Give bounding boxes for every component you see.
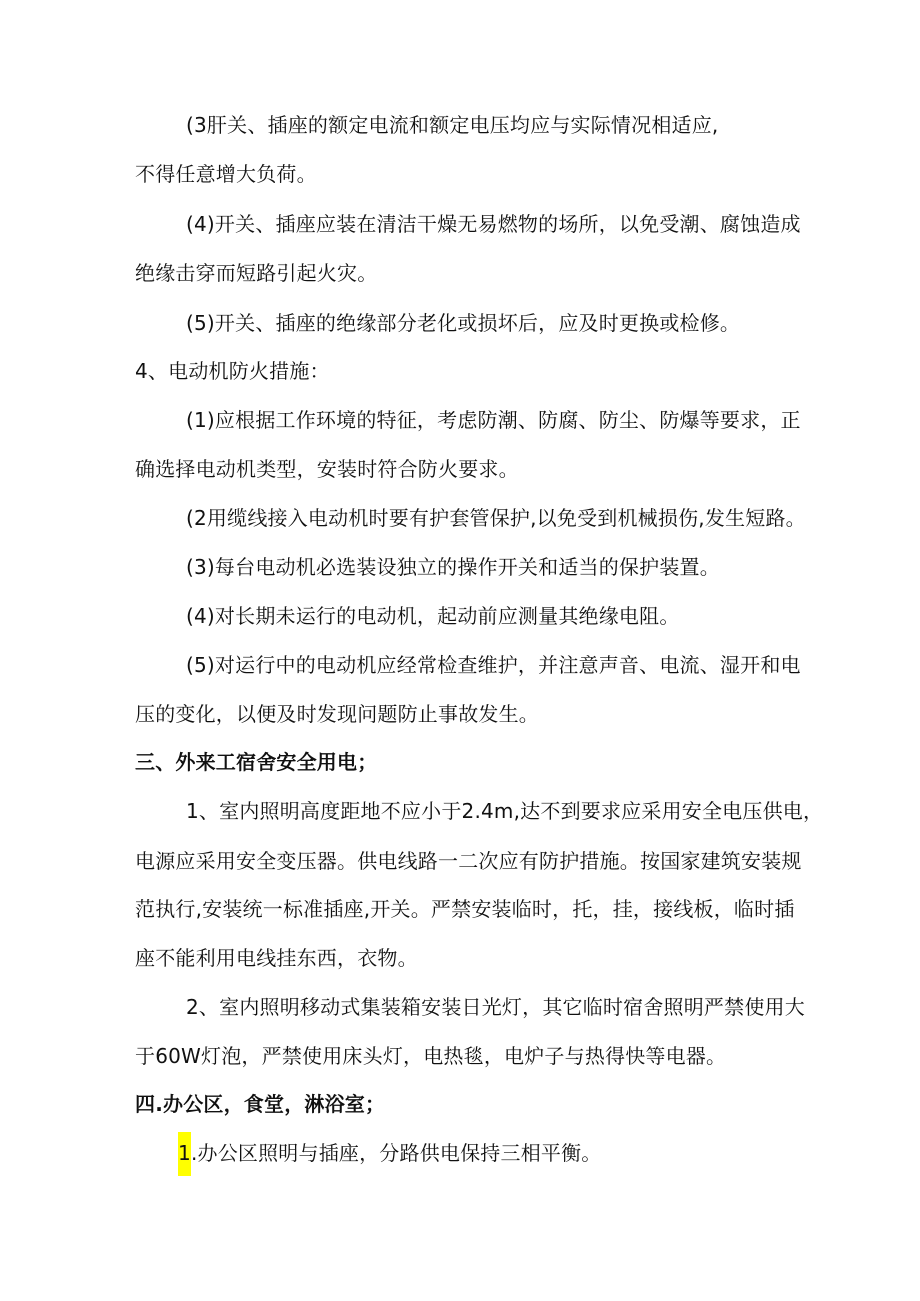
section-heading: 四.办公区，食堂，淋浴室；: [135, 1092, 386, 1116]
paragraph-line: (4)对长期未运行的电动机，起动前应测量其绝缘电阻。: [186, 604, 680, 628]
paragraph-line: (5)开关、插座的绝缘部分老化或损坏后，应及时更换或检修。: [186, 311, 741, 335]
paragraph-line: 范执行,安装统一标准插座,开关。严禁安装临时，托，挂，接线板，临时插: [135, 897, 795, 921]
highlighted-line-text: .办公区照明与插座，分路供电保持三相平衡。: [190, 1141, 602, 1165]
paragraph-line: (1)应根据工作环境的特征，考虑防潮、防腐、防尘、防爆等要求，正: [186, 408, 801, 432]
section-subheading: 4、电动机防火措施：: [135, 359, 330, 383]
paragraph-line: 1、室内照明高度距地不应小于2.4m,达不到要求应采用安全电压供电，: [186, 799, 824, 823]
paragraph-line: 于60W灯泡，严禁使用床头灯，电热毯，电炉子与热得快等电器。: [135, 1044, 727, 1068]
paragraph-line: (4)开关、插座应装在清洁干燥无易燃物的场所，以免受潮、腐蚀造成: [186, 212, 801, 236]
paragraph-line-highlighted: [178, 1138, 602, 1168]
paragraph-line: 不得任意增大负荷。: [135, 162, 317, 186]
paragraph-line: (5)对运行中的电动机应经常检查维护，并注意声音、电流、湿开和电: [186, 653, 801, 677]
paragraph-line: (3)每台电动机必选装设独立的操作开关和适当的保护装置。: [186, 555, 720, 579]
paragraph-line: 2、室内照明移动式集装箱安装日光灯，其它临时宿舍照明严禁使用大: [186, 995, 805, 1019]
paragraph-line: 确选择电动机类型，安装时符合防火要求。: [135, 457, 519, 481]
paragraph-line: 绝缘击穿而短路引起火灾。: [135, 261, 378, 285]
paragraph-line: 座不能利用电线挂东西，衣物。: [135, 946, 418, 970]
highlight-marker: 1: [178, 1132, 191, 1176]
paragraph-line: 电源应采用安全变压器。供电线路一二次应有防护措施。按国家建筑安装规: [135, 849, 802, 873]
paragraph-line: 压的变化，以便及时发现问题防止事故发生。: [135, 702, 539, 726]
section-heading: 三、外来工宿舍安全用电；: [135, 750, 378, 774]
paragraph-line: (3肝关、插座的额定电流和额定电压均应与实际情况相适应,: [186, 113, 719, 137]
paragraph-line: (2用缆线接入电动机时要有护套管保护,以免受到机械损伤,发生短路。: [186, 506, 806, 530]
